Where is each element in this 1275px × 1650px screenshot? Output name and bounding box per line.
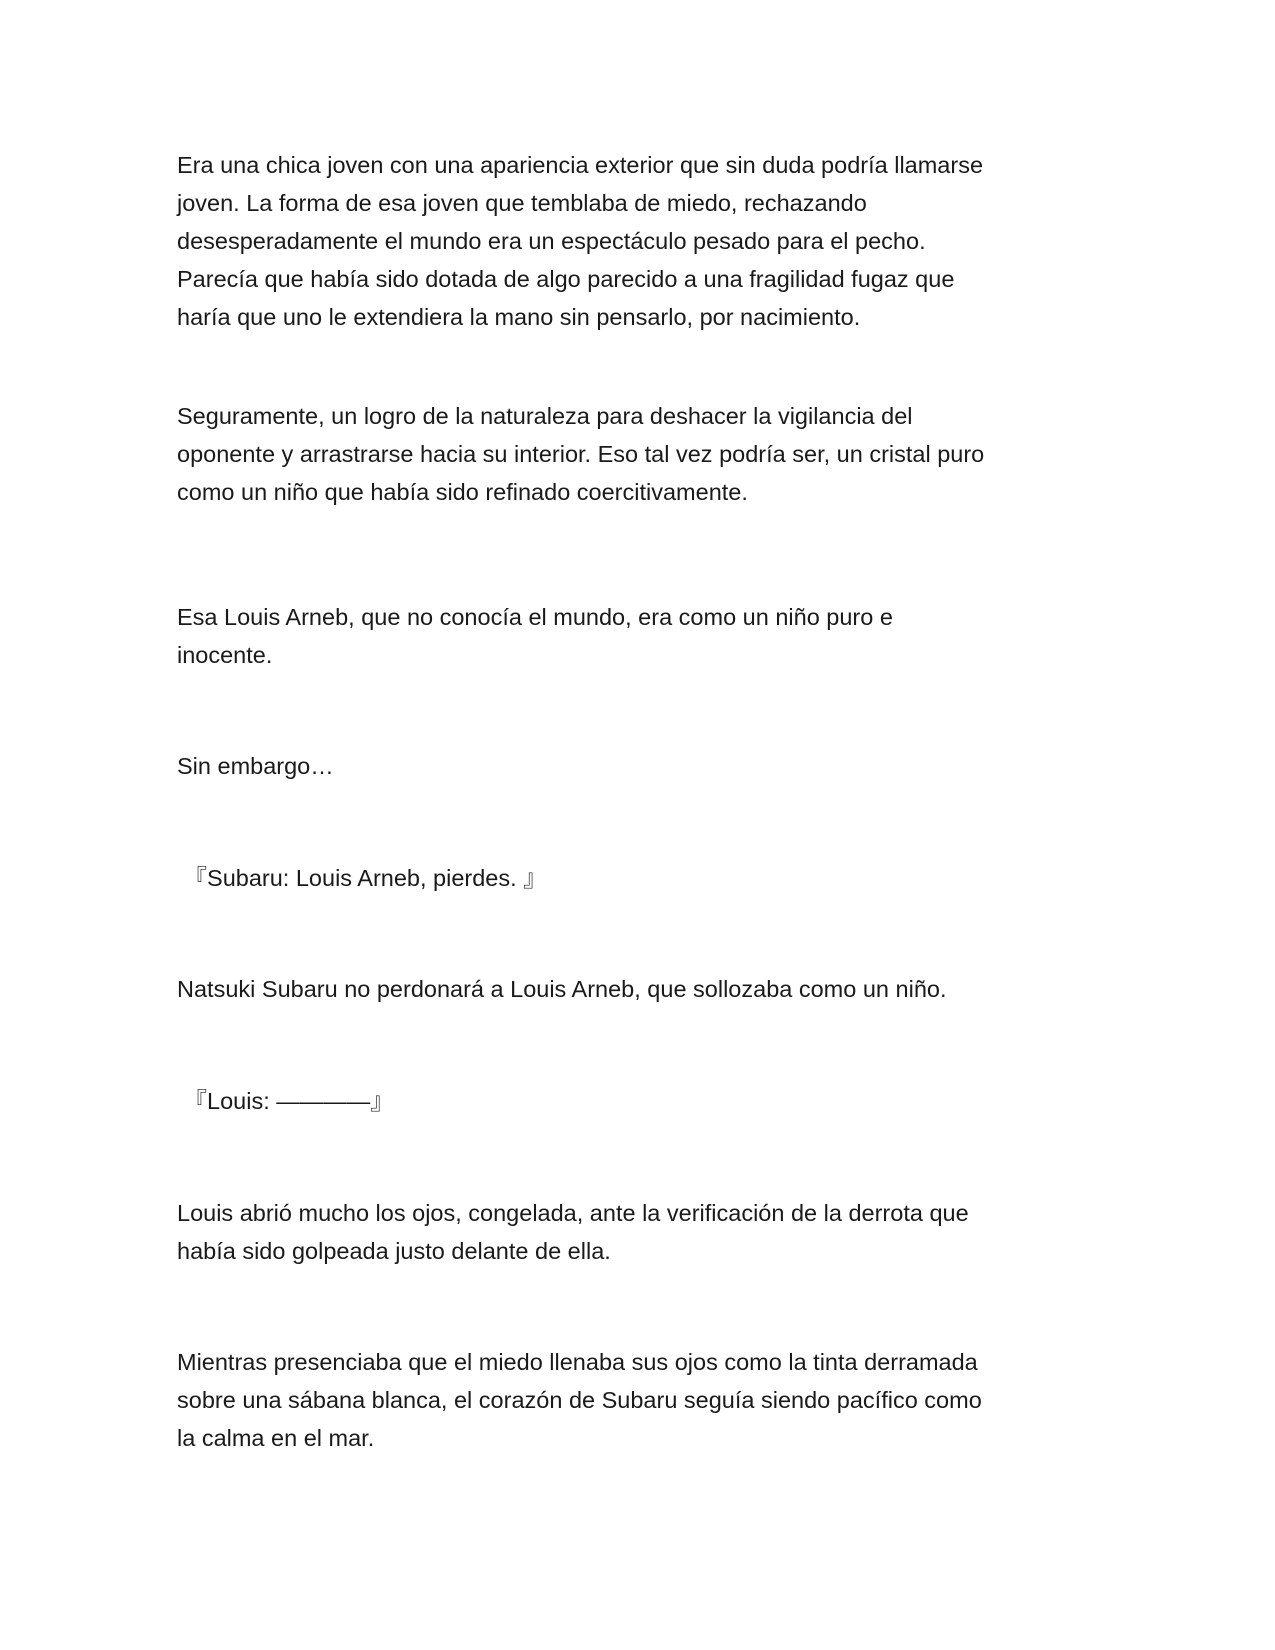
paragraph-line: haría que uno le extendiera la mano sin pensarlo, por nacimiento. <box>177 304 861 330</box>
dialogue-line: 『Subaru: Louis Arneb, pierdes. 』 <box>177 865 547 891</box>
paragraph-8 <box>177 1194 1117 1270</box>
paragraph-line: sobre una sábana blanca, el corazón de Subaru seguía siendo pacífico como <box>177 1387 982 1413</box>
paragraph-6 <box>177 970 1117 1008</box>
paragraph-line: Louis abrió mucho los ojos, congelada, ante la verificación de la derrota que <box>177 1200 969 1226</box>
paragraph-9 <box>177 1343 1117 1457</box>
paragraph-line: como un niño que había sido refinado coercitivamente. <box>177 479 748 505</box>
paragraph-line: Era una chica joven con una apariencia exterior que sin duda podría llamarse <box>177 152 984 178</box>
paragraph-line: había sido golpeada justo delante de ella. <box>177 1238 611 1264</box>
paragraph-line: Parecía que había sido dotada de algo parecido a una fragilidad fugaz que <box>177 266 955 292</box>
paragraph-line: Seguramente, un logro de la naturaleza para deshacer la vigilancia del <box>177 403 913 429</box>
dialogue-louis <box>177 1082 1117 1120</box>
dialogue-subaru <box>177 859 1117 897</box>
paragraph-3 <box>177 598 1117 674</box>
paragraph-line: desesperadamente el mundo era un espectáculo pesado para el pecho. <box>177 228 926 254</box>
paragraph-4 <box>177 747 1117 785</box>
paragraph-line: Sin embargo… <box>177 753 334 779</box>
paragraph-2 <box>177 397 1117 511</box>
dialogue-line: 『Louis: ————』 <box>177 1088 394 1114</box>
paragraph-line: Mientras presenciaba que el miedo llenaba sus ojos como la tinta derramada <box>177 1349 978 1375</box>
paragraph-line: la calma en el mar. <box>177 1425 375 1451</box>
paragraph-line: joven. La forma de esa joven que temblaba de miedo, rechazando <box>177 190 867 216</box>
paragraph-line: Natsuki Subaru no perdonará a Louis Arneb, que sollozaba como un niño. <box>177 976 947 1002</box>
paragraph-line: Esa Louis Arneb, que no conocía el mundo, era como un niño puro e <box>177 604 893 630</box>
paragraph-line: oponente y arrastrarse hacia su interior. Eso tal vez podría ser, un cristal puro <box>177 441 985 467</box>
paragraph-line: inocente. <box>177 642 273 668</box>
paragraph-1 <box>177 146 1117 336</box>
